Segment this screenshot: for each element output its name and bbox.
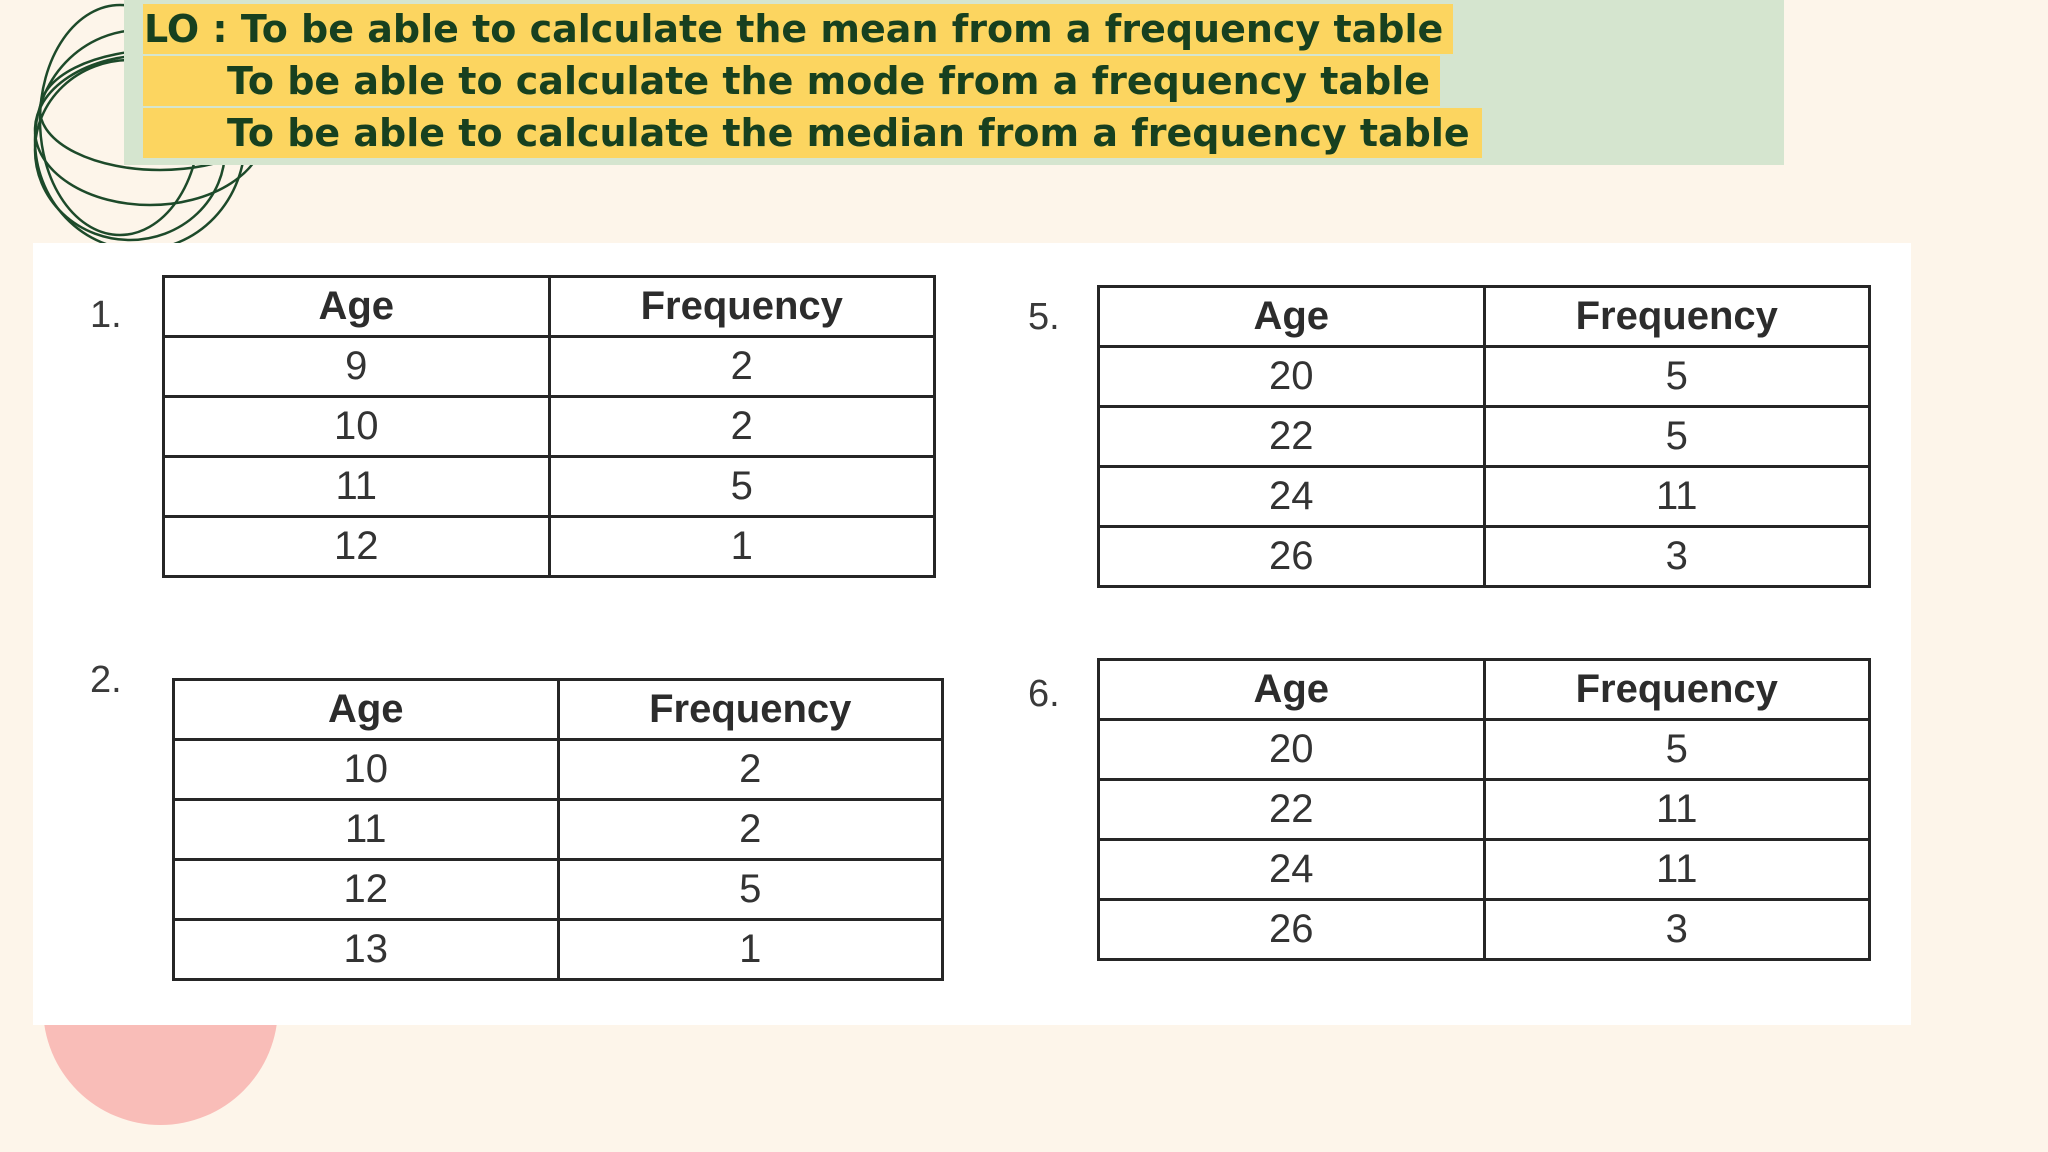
worksheet-image [33,243,1911,1025]
table-header-row [174,680,943,740]
table-row [1099,840,1870,900]
frequency-cell: 2 [558,740,943,800]
question-number-2: 2. [90,659,122,701]
age-cell: 26 [1099,527,1485,587]
age-cell: 11 [164,457,550,517]
frequency-cell: 5 [1484,347,1870,407]
table-row [174,800,943,860]
header-age: Age [1099,287,1485,347]
table-row [174,920,943,980]
frequency-cell: 11 [1484,780,1870,840]
header-frequency: Frequency [558,680,943,740]
question-number-6: 6. [1028,673,1060,715]
frequency-cell: 3 [1484,900,1870,960]
frequency-cell: 5 [1484,407,1870,467]
objective-median: To be able to calculate the median from a frequency table [143,108,1482,158]
age-cell: 12 [164,517,550,577]
frequency-cell: 2 [549,397,935,457]
table-row [164,457,935,517]
table-row [174,860,943,920]
frequency-cell: 2 [549,337,935,397]
table-row [164,517,935,577]
age-cell: 10 [174,740,559,800]
frequency-cell: 5 [1484,720,1870,780]
age-cell: 13 [174,920,559,980]
table-row [174,740,943,800]
frequency-table-2 [172,678,944,981]
objective-mean: LO : To be able to calculate the mean from a frequency table [143,4,1453,54]
table-row [164,337,935,397]
table-row [1099,720,1870,780]
frequency-cell: 11 [1484,840,1870,900]
table-row [1099,407,1870,467]
age-cell: 10 [164,397,550,457]
question-number-1: 1. [90,294,122,336]
header-frequency: Frequency [1484,287,1870,347]
age-cell: 26 [1099,900,1485,960]
age-cell: 22 [1099,407,1485,467]
header-age: Age [1099,660,1485,720]
table-row [1099,347,1870,407]
age-cell: 20 [1099,347,1485,407]
frequency-cell: 5 [549,457,935,517]
header-frequency: Frequency [549,277,935,337]
header-age: Age [174,680,559,740]
question-number-5: 5. [1028,296,1060,338]
table-header-row [1099,287,1870,347]
header-age: Age [164,277,550,337]
age-cell: 22 [1099,780,1485,840]
table-header-row [1099,660,1870,720]
frequency-table-6 [1097,658,1871,961]
age-cell: 24 [1099,467,1485,527]
frequency-cell: 11 [1484,467,1870,527]
table-row [1099,467,1870,527]
frequency-table-1 [162,275,936,578]
table-row [1099,527,1870,587]
age-cell: 9 [164,337,550,397]
table-row [1099,900,1870,960]
age-cell: 20 [1099,720,1485,780]
age-cell: 12 [174,860,559,920]
frequency-cell: 1 [558,920,943,980]
age-cell: 24 [1099,840,1485,900]
frequency-cell: 3 [1484,527,1870,587]
header-frequency: Frequency [1484,660,1870,720]
frequency-cell: 5 [558,860,943,920]
objective-mode: To be able to calculate the mode from a frequency table [143,56,1440,106]
table-row [164,397,935,457]
frequency-table-5 [1097,285,1871,588]
table-header-row [164,277,935,337]
age-cell: 11 [174,800,559,860]
frequency-cell: 2 [558,800,943,860]
frequency-cell: 1 [549,517,935,577]
table-row [1099,780,1870,840]
